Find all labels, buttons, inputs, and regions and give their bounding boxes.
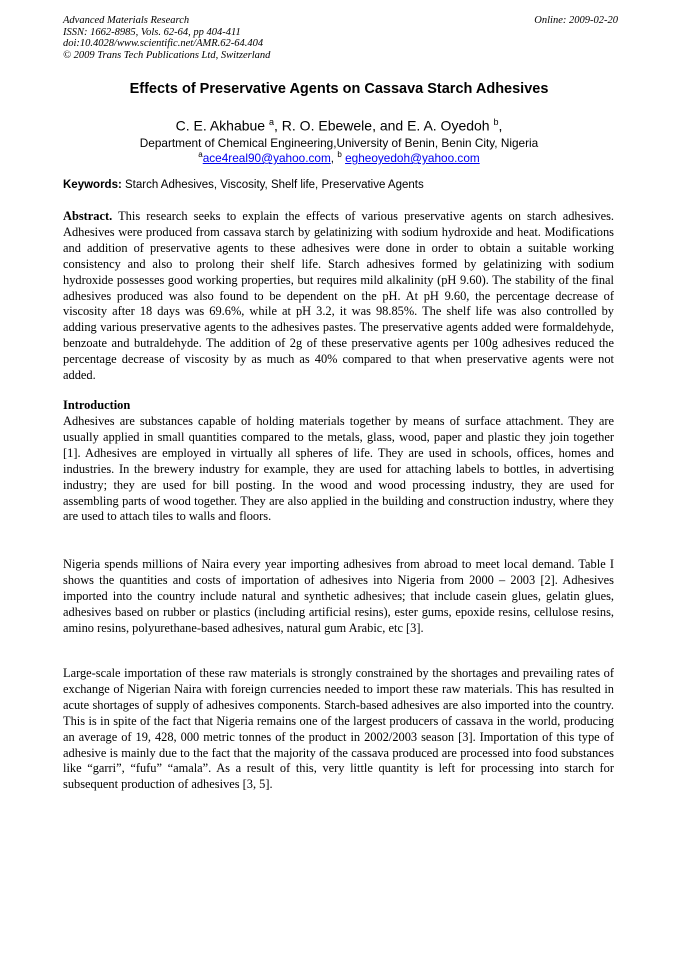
author-name: E. A. Oyedoh bbox=[407, 117, 490, 134]
paragraph: Nigeria spends millions of Naira every year importing adhesives from abroad to meet local demand. Table I shows the quantities and costs of importation of adhesives into Nigeria from 2000 – 2003 [2]. Adhesives imported into the country include natural and synthetic adhesives; that include casein glues, gelatin glues, adhesives based on rubber or plastics (including artificial resins), ester gums, epoxide resins, cellulose resins, amino resins, polyurethane-based adhesives, natural gum Arabic, etc [3]. bbox=[63, 557, 614, 635]
author-list: C. E. Akhabue $^a$, R. O. Ebewele, and E. A. Oyedoh $^b$, bbox=[175, 117, 503, 134]
section-heading: Introduction bbox=[63, 398, 131, 412]
journal-name: Advanced Materials Research bbox=[63, 15, 190, 26]
affiliation-mark: b bbox=[493, 117, 499, 127]
author-name: C. E. Akhabue bbox=[175, 117, 266, 134]
affiliation: Department of Chemical Engineering,University of Benin, Benin City, Nigeria bbox=[139, 136, 539, 150]
keywords bbox=[63, 179, 623, 191]
paragraph: Adhesives are substances capable of holding materials together by means of surface attachment. They are usually applied in small quantities compared to the metals, glass, wood, paper and plastic they join together [1]. Adhesives are employed in virtually all spheres of life. They are used in schools, offices, homes and industries. In the brewery industry for example, they are used for attaching labels to bottles, in advertising industry; they are used for bill posting. In the wood and wood processing industry, they are used for assembling parts of wood together. They are also applied in the building and construction industry, where they are used to attach tiles to walls and floors. bbox=[63, 414, 614, 524]
email-link[interactable]: ace4real90@yahoo.com bbox=[202, 150, 331, 165]
abstract-text: This research seeks to explain the effects of various preservative agents on starch adhesives. Adhesives were produced from cassava starch by gelatinizing with sodium hydroxide and heat. Modifications and addition of preservative agents to these adhesives were done in order to obtain a suitable working consistency and also to prolong their shelf life. Starch adhesives formed by gelatinizing with sodium hydroxide possesses good working properties, but requires mild alkalinity (pH 9.60). The stability of the final adhesives produced was also found to be dependent on the pH. At pH 9.60, the percentage decrease of viscosity after 18 days was 69.6%, while at pH 3.2, it was 98.85%. The shelf life was also controlled by adding various preservative agents to the adhesives pastes. The preservative agents added were formaldehyde, benzoate and butraldehyde. The addition of 2g of these preservative agents per 100g adhesives reduced the percentage decrease of viscosity by as much as 40% compared to that when preservative agents were not added. bbox=[63, 209, 614, 383]
journal-header bbox=[63, 15, 618, 61]
keywords-text: Starch Adhesives, Viscosity, Shelf life, Preservative Agents bbox=[125, 179, 424, 191]
email-mark: a bbox=[198, 150, 203, 159]
keywords-label: Keywords: bbox=[63, 179, 122, 191]
journal-doi: doi:10.4028/www.scientific.net/AMR.62-64.404 bbox=[63, 38, 264, 49]
affiliation-mark: a bbox=[269, 117, 275, 127]
online-date: Online: 2009-02-20 bbox=[534, 15, 618, 26]
journal-copyright: © 2009 Trans Tech Publications Ltd, Switzerland bbox=[63, 49, 271, 61]
paragraph: Large-scale importation of these raw materials is strongly constrained by the shortages and prevailing rates of exchange of Nigerian Naira with foreign currencies needed to import these raw materials. This has resulted in acute shortages of supply of adhesives components. Starch-based adhesives are also imported into the country. This is in spite of the fact that Nigeria remains one of the largest producers of cassava in the world, producing an average of 19, 428, 000 metric tonnes of the product in 2002/2003 season [3]. Importation of this type of adhesive is mainly due to the fact that the majority of the cassava produced are processed into food substances like “garri”, “fufu” “amala”. As a result of this, very little quantity is left for processing into starch for subsequent production of adhesives [3, 5]. bbox=[63, 666, 614, 792]
abstract-label: Abstract. bbox=[63, 209, 113, 223]
paper-title: Effects of Preservative Agents on Cassava Starch Adhesives bbox=[129, 81, 549, 97]
email-link[interactable]: egheoyedoh@yahoo.com bbox=[345, 150, 480, 165]
email-mark: b bbox=[337, 150, 342, 159]
journal-issn: ISSN: 1662-8985, Vols. 62-64, pp 404-411 bbox=[63, 26, 241, 38]
author-emails: $^a$ace4real90@yahoo.com, $^b$ egheoyedoh@yahoo.com bbox=[198, 150, 480, 165]
author-name: R. O. Ebewele bbox=[281, 117, 373, 134]
abstract bbox=[63, 209, 614, 384]
